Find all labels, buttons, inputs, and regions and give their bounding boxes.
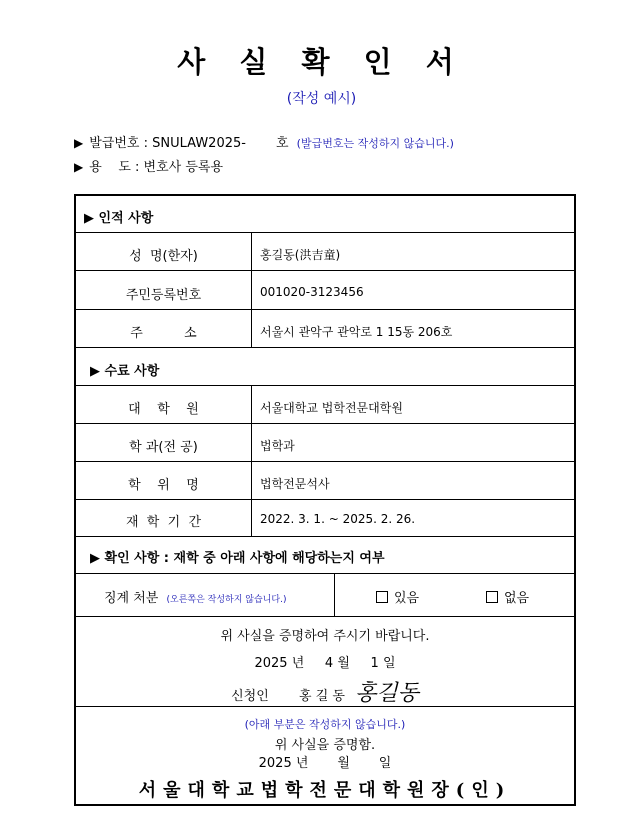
document-subtitle: (작성 예시) [286, 91, 357, 107]
checkbox-no[interactable] [486, 591, 498, 603]
graduate-school-label: 대 학 원 [128, 402, 199, 417]
enrollment-period-value: 2022. 3. 1. ~ 2025. 2. 26. [260, 512, 416, 526]
divider [76, 385, 574, 386]
issue-number-label: 발급번호 : SNULAW2025- [89, 136, 246, 151]
applicant-signature-line [76, 676, 574, 707]
personal-section-title: ▶ 인적 사항 [84, 211, 154, 226]
degree-label: 학 위 명 [128, 478, 199, 493]
enrollment-period-label: 재 학 기 간 [125, 515, 202, 530]
issue-number-suffix: 호 [275, 136, 289, 151]
column-divider [251, 385, 252, 536]
issue-number-line [74, 132, 454, 151]
column-divider [334, 573, 335, 616]
divider [76, 461, 574, 462]
document-title: 사 실 확 인 서 [177, 45, 466, 79]
discipline-label [104, 587, 286, 606]
option-yes-label: 있음 [394, 591, 420, 606]
discipline-note: (오른쪽은 작성하지 않습니다.) [166, 595, 287, 605]
office-date: 2025 년 월 일 [258, 756, 392, 771]
divider [76, 573, 574, 574]
discipline-option-yes[interactable] [376, 587, 419, 606]
divider [76, 270, 574, 271]
resident-number-label: 주민등록번호 [125, 288, 202, 303]
handwritten-signature: 홍길동 [355, 681, 419, 706]
divider [76, 616, 574, 617]
signer-label: 신청인 [231, 689, 269, 704]
resident-number-value: 001020-3123456 [260, 285, 364, 299]
divider [76, 232, 574, 233]
department-value: 법학과 [260, 439, 295, 453]
option-no-label: 없음 [504, 591, 530, 606]
name-value: 홍길동(洪吉童) [260, 248, 341, 262]
discipline-label-text: 징계 처분 [104, 591, 159, 606]
certificate-form [74, 194, 576, 806]
signer-name: 홍 길 동 [299, 689, 345, 704]
triangle-bullet-icon: ▶ [74, 136, 84, 150]
triangle-bullet-icon: ▶ [74, 160, 84, 174]
confirmation-section-title: ▶ 확인 사항 : 재학 중 아래 사항에 해당하는지 여부 [90, 551, 385, 566]
divider [76, 347, 574, 348]
office-note: (아래 부분은 작성하지 않습니다.) [244, 718, 406, 731]
checkbox-yes[interactable] [376, 591, 388, 603]
divider [76, 499, 574, 500]
office-certify: 위 사실을 증명함. [274, 738, 376, 753]
department-label: 학 과(전 공) [129, 440, 198, 455]
column-divider [251, 232, 252, 347]
address-value: 서울시 관악구 관악로 1 15동 206호 [260, 325, 453, 339]
application-date: 2025 년 4 월 1 일 [254, 656, 396, 671]
address-label: 주 소 [130, 326, 197, 341]
purpose-line [74, 156, 223, 175]
applicant-statement: 위 사실을 증명하여 주시기 바랍니다. [220, 629, 430, 644]
graduate-school-value: 서울대학교 법학전문대학원 [260, 401, 403, 415]
degree-value: 법학전문석사 [260, 477, 330, 491]
issue-number-note: (발급번호는 작성하지 않습니다.) [296, 137, 454, 150]
divider [76, 423, 574, 424]
name-label: 성 명(한자) [129, 249, 198, 264]
divider [76, 536, 574, 537]
divider [76, 309, 574, 310]
discipline-option-no[interactable] [486, 587, 529, 606]
issuer-name: 서울대학교법학전문대학원장(인) [138, 780, 512, 801]
completion-section-title: ▶ 수료 사항 [90, 364, 160, 379]
purpose-text: 용 도 : 변호사 등록용 [89, 160, 224, 175]
